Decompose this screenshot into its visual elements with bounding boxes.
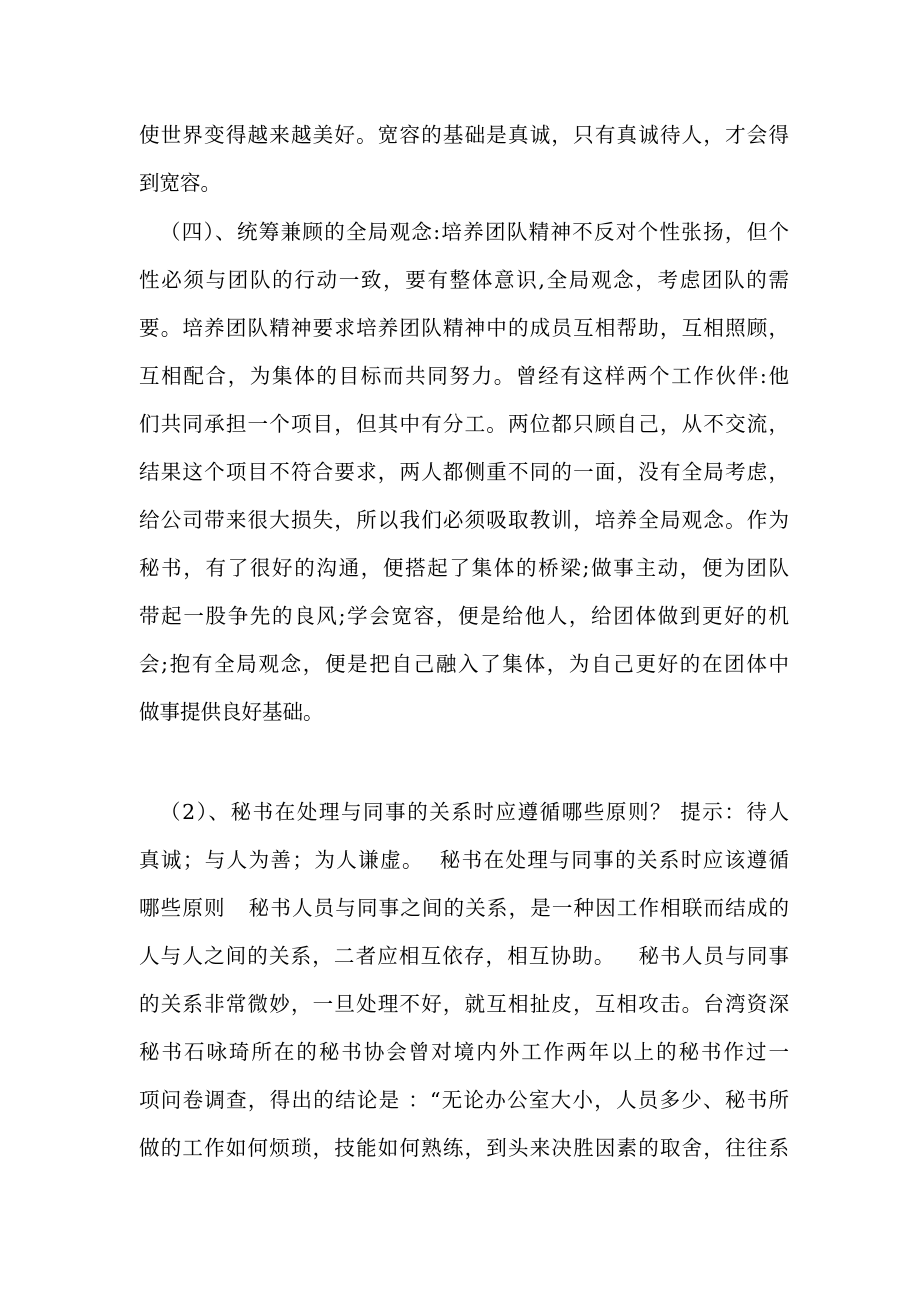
paragraph-3-line-8: 做的工作如何烦琐，技能如何熟练，到头来决胜因素的取舍，往往系 xyxy=(139,1136,789,1160)
paragraph-2-line-4: 互相配合，为集体的目标而共同努力。曾经有这样两个工作伙伴:他 xyxy=(139,364,789,388)
paragraph-1-line-2: 到宽容。 xyxy=(139,171,221,195)
paragraph-2-line-10: 会;抱有全局观念，便是把自己融入了集体，为自己更好的在团体中 xyxy=(139,652,789,676)
paragraph-2-line-9: 带起一股争先的良风;学会宽容，便是给他人，给团体做到更好的机 xyxy=(139,604,789,628)
paragraph-3-line-5: 的关系非常微妙，一旦处理不好，就互相扯皮，互相攻击。台湾资深 xyxy=(139,992,789,1016)
paragraph-3-line-3: 哪些原则 秘书人员与同事之间的关系，是一种因工作相联而结成的 xyxy=(139,896,789,920)
paragraph-3-line-6: 秘书石咏琦所在的秘书协会曾对境内外工作两年以上的秘书作过一 xyxy=(139,1040,789,1064)
paragraph-2-line-1: （四）、统筹兼顾的全局观念:培养团队精神不反对个性张扬，但个 xyxy=(160,220,789,244)
paragraph-2-line-8: 秘书，有了很好的沟通，便搭起了集体的桥梁;做事主动，便为团队 xyxy=(139,556,789,580)
paragraph-3-line-1: （2）、秘书在处理与同事的关系时应遵循哪些原则？ 提示：待人 xyxy=(160,800,789,824)
paragraph-2-line-6: 结果这个项目不符合要求，两人都侧重不同的一面，没有全局考虑， xyxy=(139,460,789,484)
paragraph-2-line-5: 们共同承担一个项目，但其中有分工。两位都只顾自己，从不交流， xyxy=(139,412,789,436)
paragraph-1-line-1: 使世界变得越来越美好。宽容的基础是真诚，只有真诚待人，才会得 xyxy=(139,123,789,147)
paragraph-3-line-4: 人与人之间的关系，二者应相互依存，相互协助。 秘书人员与同事 xyxy=(139,944,789,968)
paragraph-3-line-2: 真诚；与人为善；为人谦虚。 秘书在处理与同事的关系时应该遵循 xyxy=(139,848,789,872)
paragraph-2-line-2: 性必须与团队的行动一致，要有整体意识,全局观念，考虑团队的需 xyxy=(139,268,789,292)
paragraph-2-line-11: 做事提供良好基础。 xyxy=(139,700,324,724)
paragraph-2-line-3: 要。培养团队精神要求培养团队精神中的成员互相帮助，互相照顾， xyxy=(139,316,789,340)
paragraph-2-line-7: 给公司带来很大损失，所以我们必须吸取教训，培养全局观念。作为 xyxy=(139,508,789,532)
paragraph-3-line-7: 项问卷调查，得出的结论是 ：“无论办公室大小，人员多少、秘书所 xyxy=(139,1088,789,1112)
